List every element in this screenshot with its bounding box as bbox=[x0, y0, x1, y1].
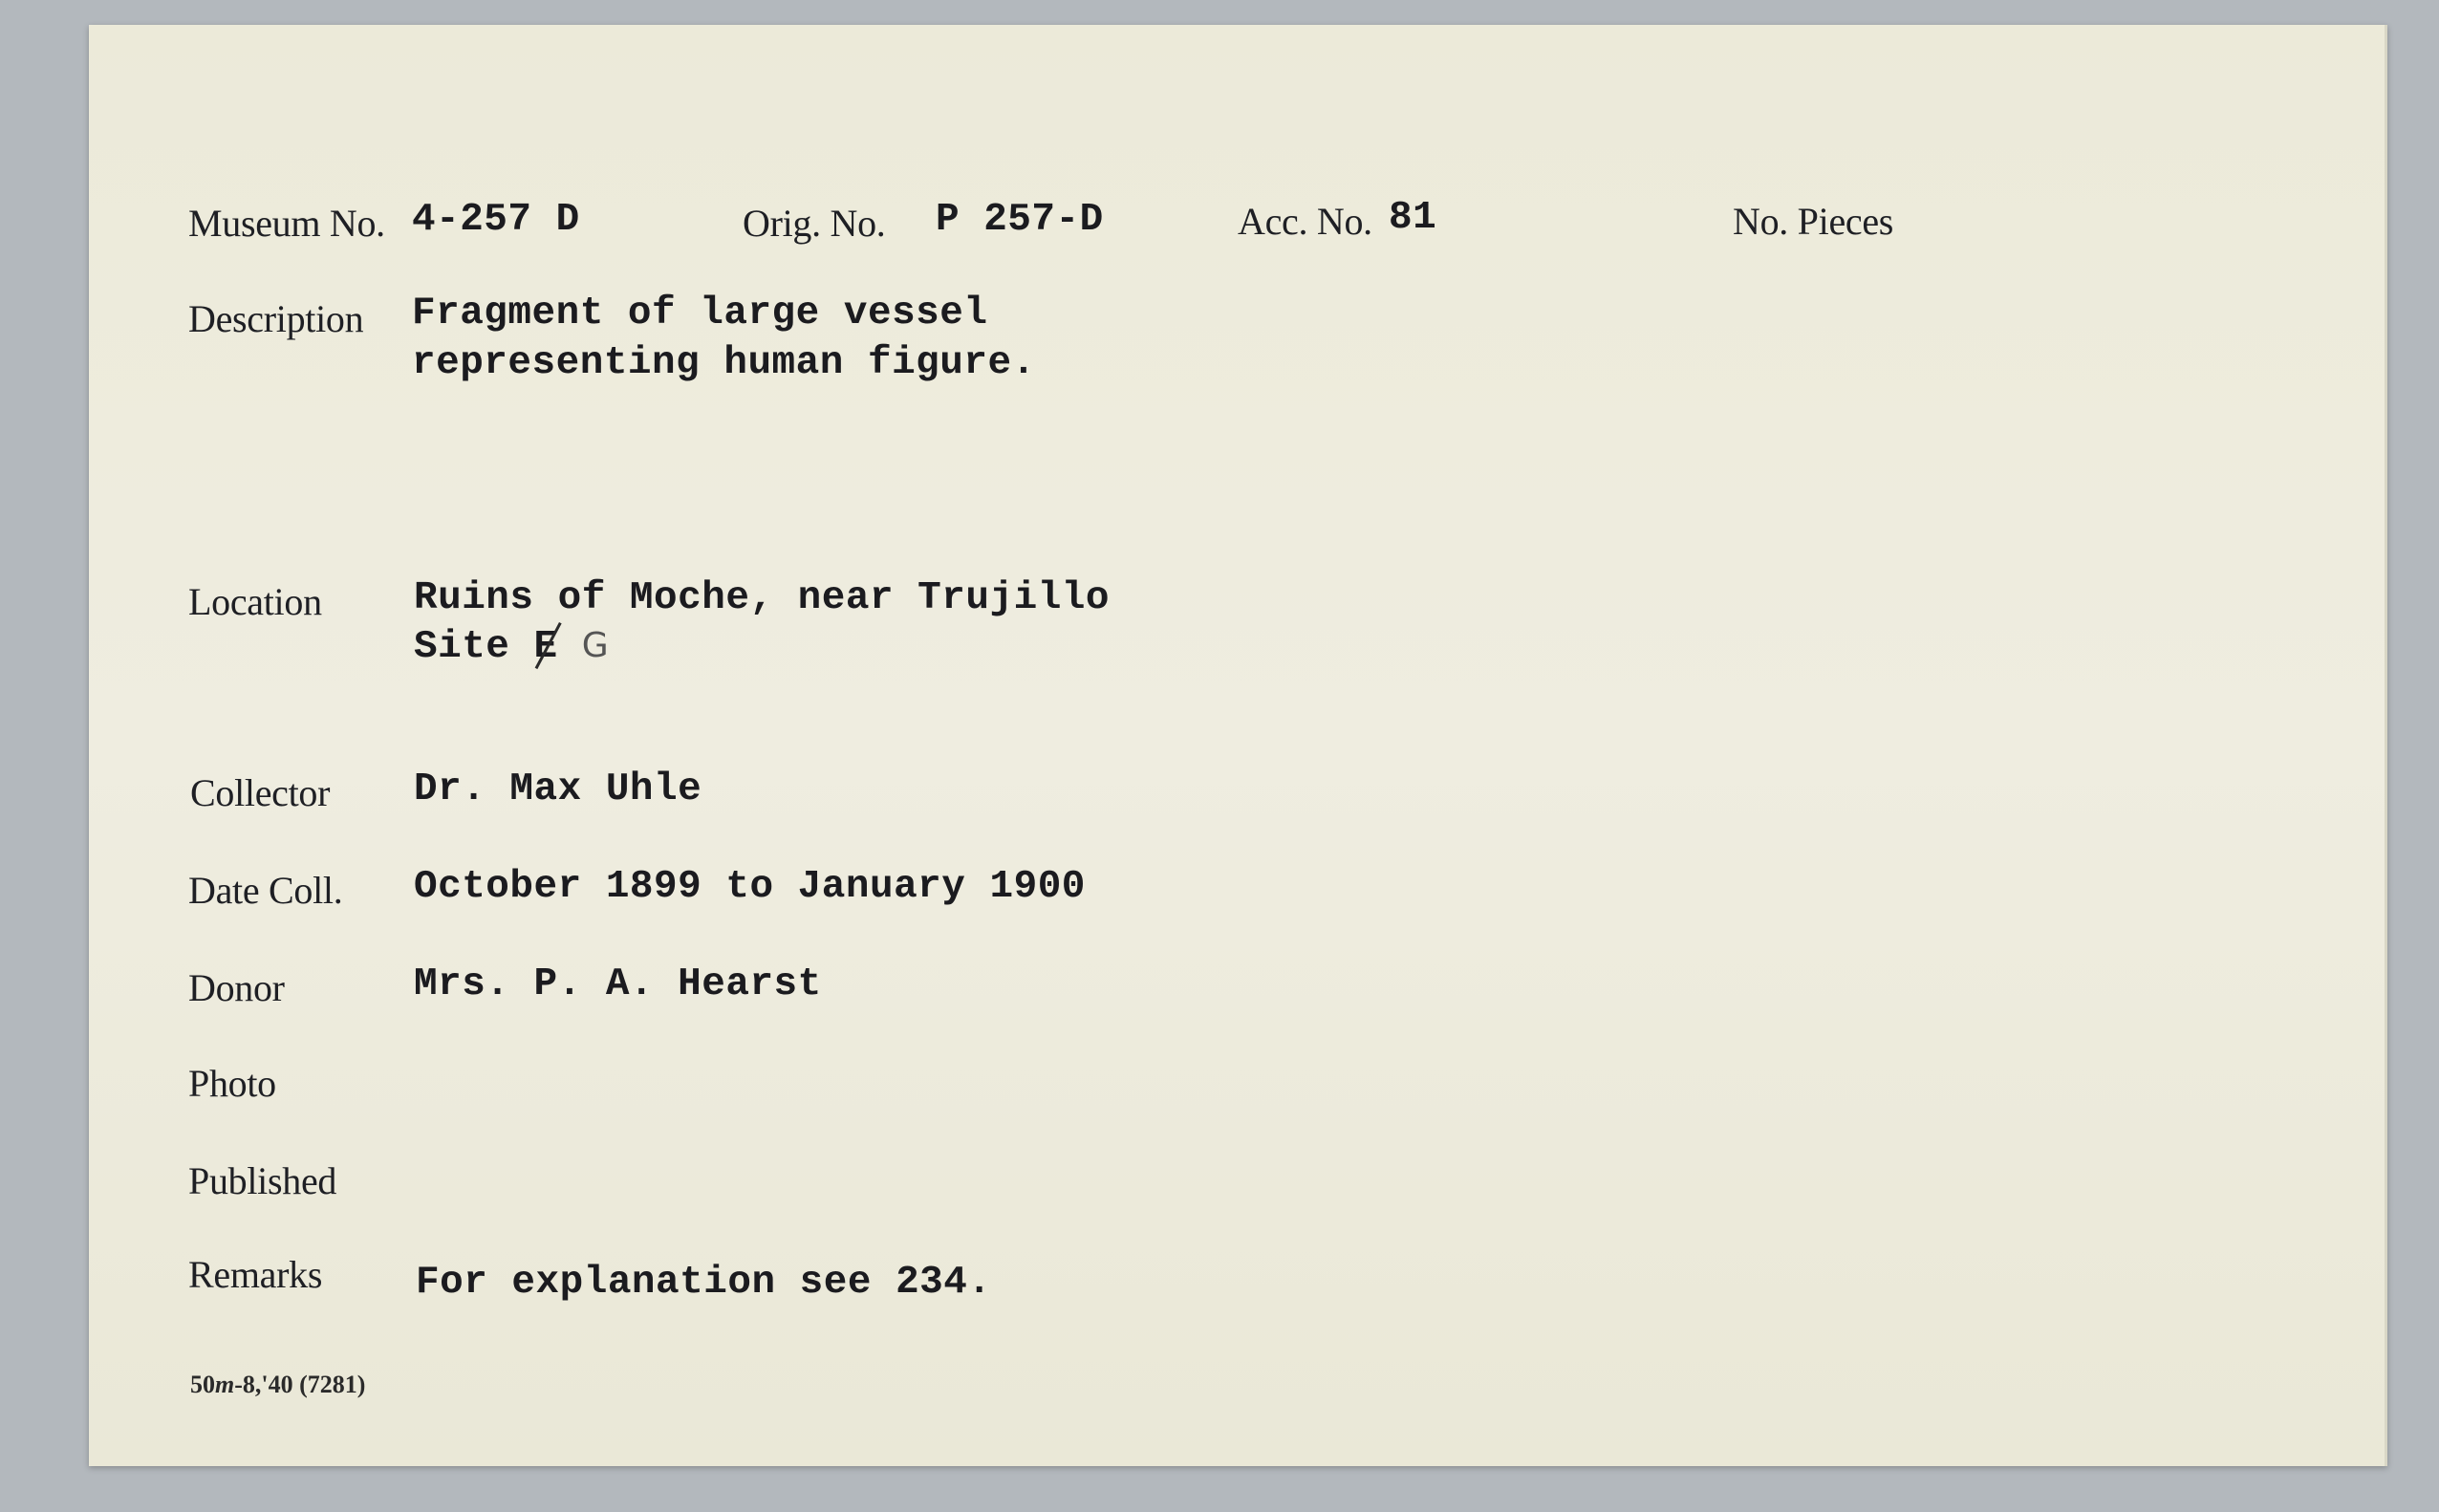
acc-no-value: 81 bbox=[1389, 196, 1437, 240]
donor-label: Donor bbox=[188, 966, 285, 1009]
location-site-prefix: Site bbox=[414, 625, 510, 669]
photo-label: Photo bbox=[188, 1062, 276, 1105]
location-label: Location bbox=[188, 580, 322, 623]
print-code: 50m-8,'40 (7281) bbox=[190, 1371, 366, 1398]
collector-label: Collector bbox=[190, 771, 331, 814]
orig-no-value: P 257-D bbox=[936, 198, 1104, 242]
no-pieces-label: No. Pieces bbox=[1733, 200, 1894, 243]
catalog-card bbox=[89, 25, 2387, 1466]
location-site-struck: E bbox=[534, 622, 558, 672]
published-label: Published bbox=[188, 1159, 337, 1202]
orig-no-label: Orig. No. bbox=[743, 202, 886, 245]
museum-no-label: Museum No. bbox=[188, 202, 385, 245]
location-line-1: Ruins of Moche, near Trujillo bbox=[414, 576, 1111, 620]
remarks-value: For explanation see 234. bbox=[416, 1261, 992, 1305]
date-coll-label: Date Coll. bbox=[188, 869, 343, 912]
acc-no-label: Acc. No. bbox=[1238, 200, 1372, 243]
donor-value: Mrs. P. A. Hearst bbox=[414, 962, 822, 1006]
collector-value: Dr. Max Uhle bbox=[414, 767, 702, 811]
museum-no-value: 4-257 D bbox=[412, 198, 580, 242]
description-line-2: representing human figure. bbox=[412, 341, 1036, 385]
location-line-2 bbox=[414, 621, 609, 672]
remarks-label: Remarks bbox=[188, 1253, 323, 1296]
date-coll-value: October 1899 to January 1900 bbox=[414, 865, 1086, 909]
description-label: Description bbox=[188, 297, 364, 340]
location-site-handwritten: G bbox=[581, 626, 610, 665]
description-line-1: Fragment of large vessel bbox=[412, 292, 988, 335]
